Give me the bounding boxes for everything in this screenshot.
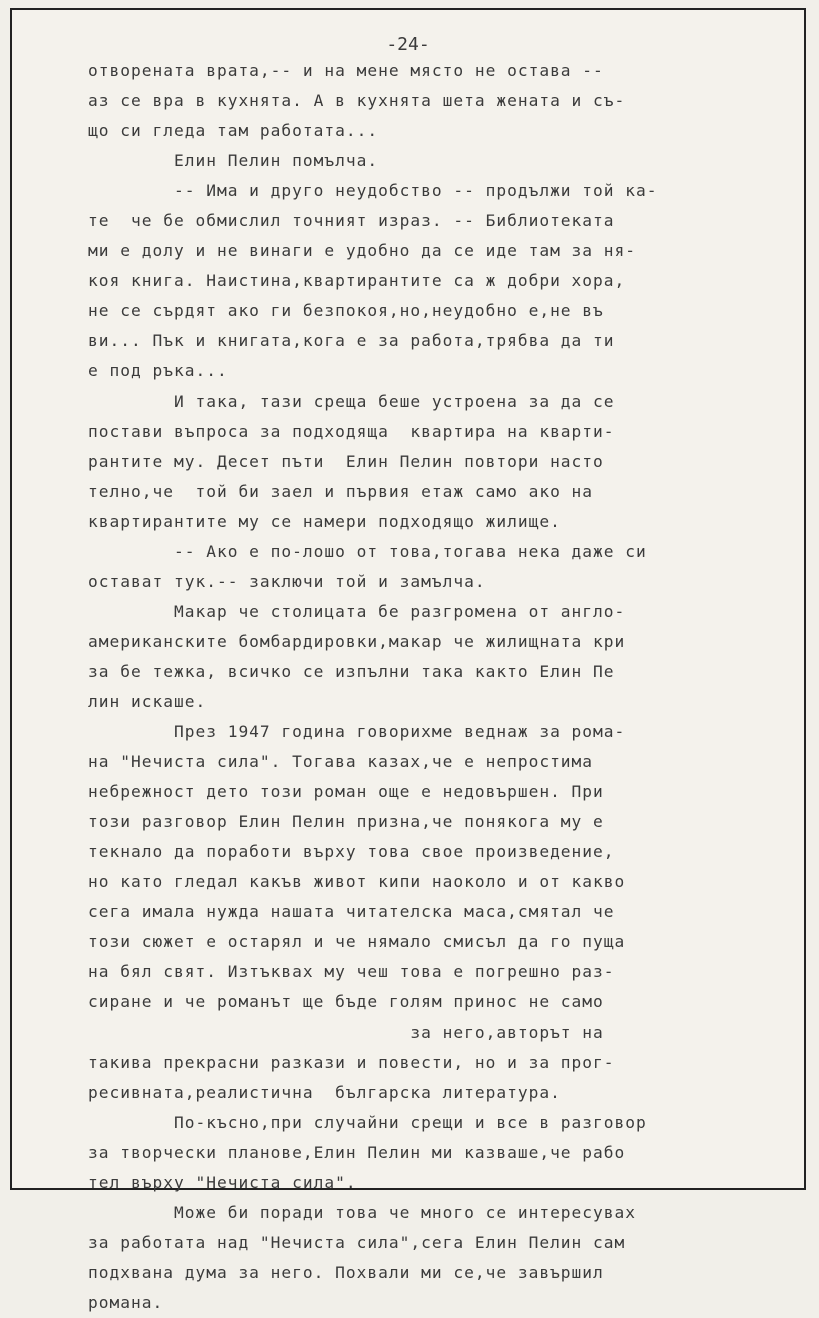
text-line: на "Нечиста сила". Тогава казах,че е непростима [88, 752, 594, 772]
page-text [88, 56, 788, 1318]
text-line: ми е долу и не винаги е удобно да се иде там за ня- [88, 241, 637, 261]
text-line: те че бе обмислил точният израз. -- Библиотеката [88, 211, 615, 231]
text-line: сега имала нужда нашата читателска маса,смятал че [88, 902, 615, 922]
typewritten-page [10, 8, 806, 1312]
text-line: -- Ако е по-лошо от това,тогава нека даже си [88, 541, 647, 561]
text-line: тел върху "Нечиста сила". [88, 1172, 357, 1192]
text-line: този разговор Елин Пелин призна,че понякога му е [88, 812, 604, 832]
text-line: постави въпроса за подходяща квартира на кварти- [88, 421, 615, 441]
text-line: американските бомбардировки,макар че жилищната кри [88, 631, 626, 651]
text-line: подхвана дума за него. Похвали ми се,че завършил [88, 1262, 604, 1282]
text-line: отворената врата,-- и на мене място не остава -- [88, 61, 604, 80]
text-line: остават тук.-- заключи той и замълча. [88, 571, 486, 591]
page-number: -24- [386, 34, 430, 55]
text-line: за творчески планове,Елин Пелин ми казваше,че рабо [88, 1142, 626, 1162]
text-line: за бе тежка, всичко се изпълни така както Елин Пе [88, 661, 615, 681]
text-line: лин искаше. [88, 691, 207, 711]
text-line: за него,авторът на [88, 1022, 604, 1042]
text-line: е под ръка... [88, 361, 228, 381]
text-line: романа. [88, 1292, 164, 1312]
text-line: на бял свят. Изтъквах му чеш това е погрешно раз- [88, 962, 615, 982]
text-line: но като гледал какъв живот кипи наоколо и от какво [88, 872, 626, 892]
text-line: що си гледа там работата... [88, 121, 379, 141]
text-line: По-късно,при случайни срещи и все в разговор [88, 1112, 647, 1132]
text-line: рантите му. Десет пъти Елин Пелин повтори насто [88, 451, 604, 471]
text-line: -- Има и друго неудобство -- продължи той ка- [88, 181, 658, 201]
text-line: Макар че столицата бе разгромена от англо- [88, 601, 626, 621]
text-line: не се сърдят ако ги безпокоя,но,неудобно е,не въ [88, 301, 604, 321]
text-line: Може би поради това че много се интересувах [88, 1202, 637, 1222]
text-line: Елин Пелин помълча. [88, 151, 379, 171]
text-line: сиране и че романът ще бъде голям принос не само [88, 992, 604, 1012]
text-line: телно,че той би заел и първия етаж само ако на [88, 481, 594, 501]
text-line: коя книга. Наистина,квартирантите са ж добри хора, [88, 271, 626, 291]
text-line: небрежност дето този роман още е недовършен. При [88, 782, 604, 802]
text-line: И така, тази среща беше устроена за да се [88, 391, 615, 411]
text-line: ресивната,реалистична българска литература. [88, 1082, 561, 1102]
text-line: квартирантите му се намери подходящо жилище. [88, 511, 561, 531]
text-line: аз се вра в кухнята. А в кухнята шета жената и съ- [88, 91, 626, 111]
text-line: ви... Пък и книгата,кога е за работа,трябва да ти [88, 331, 615, 351]
text-line: за работата над "Нечиста сила",сега Елин Пелин сам [88, 1232, 626, 1252]
text-line: През 1947 година говорихме веднаж за рома- [88, 722, 626, 742]
text-line: този сюжет е остарял и че нямало смисъл да го пуща [88, 932, 626, 952]
text-line: такива прекрасни разкази и повести, но и за прог- [88, 1052, 615, 1072]
text-line: текнало да поработи върху това свое произведение, [88, 842, 615, 862]
